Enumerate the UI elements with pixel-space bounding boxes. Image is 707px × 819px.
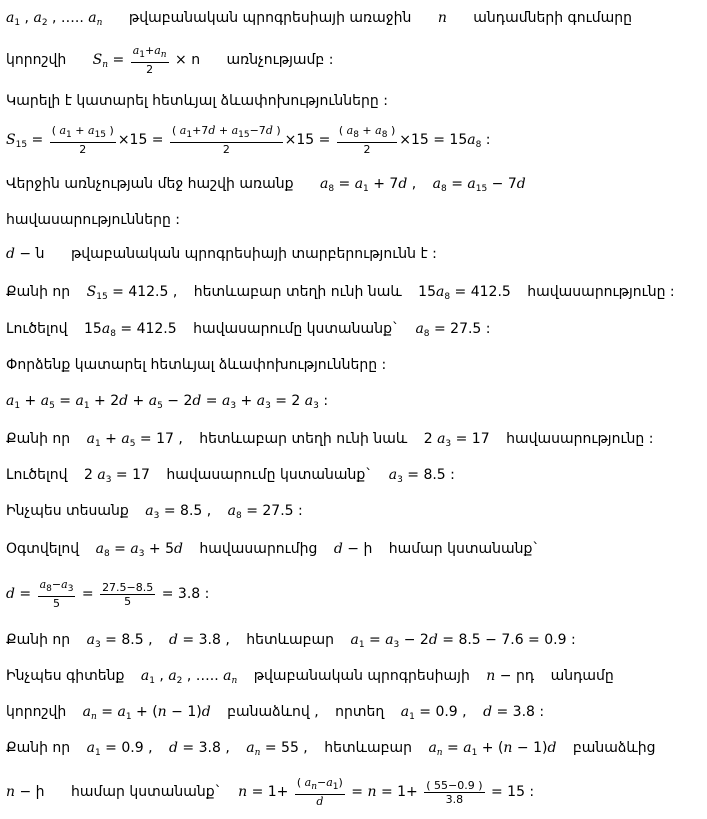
fraction: $\frac{( a_1 + a_{15} )}{2}$ [51, 124, 114, 156]
line-11: $a_1 + a_5 = a_1 + 2d + a_5 - 2d = a_3 + a_3 = 2$ $a_3$ : [6, 393, 329, 411]
value-a1: 0.9 [435, 704, 458, 720]
value-a8: 27.5 [450, 321, 482, 337]
text-15b: հավասարումից [199, 541, 318, 557]
line-6 [6, 212, 703, 228]
text-18b: թվաբանական պրոգրեսիայի [253, 668, 470, 684]
text-5: Վերջին առնչության մեջ հաշվի առանք [6, 176, 294, 192]
line-1: $a_1$ , $a_2$ , ….. $a_n$ թվաբանական պրոգրեսիայի առաջին n անդամների գումարը [6, 10, 632, 28]
line-12: Քանի որ $a_1 + a_5 = 17$ , հետևաբար տեղի ունի նաև 2 $a_3 = 17$ հավասարությունը : [6, 431, 654, 449]
text-10: Փորձենք կատարել հետևյալ ձևափոխությունները : [6, 357, 387, 373]
line-20: Քանի որ $a_1 = 0.9$ , d = 3.8 , $a_n = 55$ , հետևաբար $a_n = a_1 + (n - 1)d$ բանաձևից [6, 740, 656, 758]
fraction: $\frac{( a_n-a_1)}{d}$ [296, 776, 343, 808]
line-19: կորոշվի $a_n = a_1 + (n - 1)d$ բանաձևով , որտեղ $a_1 = 0.9$ , d = 3.8 : [6, 704, 545, 722]
line-3 [6, 93, 703, 109]
text-18c: անդամը [550, 668, 614, 684]
value-an: 55 [281, 740, 299, 756]
text-14a: Ինչպես տեսանք [6, 503, 129, 519]
text-19c: որտեղ [335, 704, 385, 720]
text-17b: հետևաբար [246, 632, 334, 648]
text-7: թվաբանական պրոգրեսիայի տարբերությունն է : [70, 246, 437, 262]
text-1b: անդամների գումարը [473, 10, 632, 26]
value-a1a5: 17 [156, 431, 174, 447]
text-15a: Օգտվելով [6, 541, 80, 557]
text-19b: բանաձևով , [227, 704, 319, 720]
text-13b: հավասարումը կստանանք` [166, 467, 373, 483]
text-20b: հետևաբար [324, 740, 412, 756]
line-4-formula: $S_{15}$ = $\frac{( a_1 + a_{15} )}{2}$ ×15 = $\frac{( a_1+7d + a_{15}-7d )}{2}$ ×15 = $\frac{( a_8 + a_8 )}{2}$ $\times 15 = 15a_8$ : [6, 124, 491, 156]
text-8a: Քանի որ [6, 284, 71, 300]
value-s15: 412.5 [136, 321, 177, 337]
text-19a: կորոշվի [6, 704, 67, 720]
line-16: d = $\frac{a_8-a_3}{5}$ = $\frac{27.5-8.5}{5}$ = 3.8 : [6, 578, 210, 610]
value-d: 3.8 [512, 704, 535, 720]
value-n: 15 [507, 784, 525, 800]
value-d: 3.8 [198, 740, 221, 756]
value-a3: 8.5 [180, 503, 203, 519]
text-2b: առնչությամբ : [226, 52, 334, 68]
text-21a: համար կստանանք` [71, 784, 222, 800]
line-7: d − ն թվաբանական պրոգրեսիայի տարբերությունն է : [6, 246, 437, 262]
text-12a: Քանի որ [6, 431, 71, 447]
line-9: Լուծելով $15a_8 = 412.5$ հավասարումը կստանանք` $a_8 = 27.5$ : [6, 321, 491, 339]
value-step: 8.5 − 7.6 = 0.9 [458, 632, 567, 648]
text-17a: Քանի որ [6, 632, 71, 648]
text-12c: հավասարությունը : [506, 431, 654, 447]
line-2: կորոշվի $S_n$ = $\frac{a_1+a_n}{2}$ × n առնչությամբ : [6, 44, 334, 76]
text-3: Կարելի է կատարել հետևյալ ձևափոխությունները : [6, 93, 388, 109]
text-8b: հետևաբար տեղի ունի նաև [193, 284, 402, 300]
text-15c: համար կստանանք` [388, 541, 540, 557]
value-a1a5: 17 [471, 431, 490, 447]
fraction: $\frac{a_8-a_3}{5}$ [39, 578, 74, 610]
text-18a: Ինչպես գիտենք [6, 668, 125, 684]
line-13: Լուծելով 2 $a_3 = 17$ հավասարումը կստանանք` $a_3 = 8.5$ : [6, 467, 455, 485]
line-21: n − ի համար կստանանք` n = 1+ $\frac{( a_n-a_1)}{d}$ = n = 1+ $\frac{( 55-0.9 )}{3.8}$ = 15 : [6, 776, 535, 808]
text-8c: հավասարությունը : [527, 284, 675, 300]
fraction: $\frac{27.5-8.5}{5}$ [102, 580, 154, 608]
text-20a: Քանի որ [6, 740, 71, 756]
line-17: Քանի որ $a_3 = 8.5$ , d = 3.8 , հետևաբար $a_1 = a_3 - 2d = 8.5 - 7.6 = 0.9$ : [6, 632, 576, 650]
value-a8: 27.5 [262, 503, 294, 519]
line-10 [6, 357, 703, 373]
value-a3: 8.5 [423, 467, 446, 483]
text-9b: հավասարումը կստանանք` [193, 321, 399, 337]
text-20c: բանաձևից [572, 740, 656, 756]
text-1a: թվաբանական պրոգրեսիայի առաջին [128, 10, 412, 26]
value-a1: 0.9 [121, 740, 144, 756]
fraction: $\frac{a_1+a_n}{2}$ [132, 44, 167, 76]
value-d: 3.8 [198, 632, 221, 648]
fraction: $\frac{( a_1+7d + a_{15}-7d )}{2}$ [172, 124, 281, 156]
value-s15: 412.5 [128, 284, 169, 300]
text-12b: հետևաբար տեղի ունի նաև [199, 431, 408, 447]
value-a3: 8.5 [121, 632, 144, 648]
text-13a: Լուծելով [6, 467, 68, 483]
line-14: Ինչպես տեսանք $a_3 = 8.5$ , $a_8 = 27.5$ : [6, 503, 303, 521]
line-8: Քանի որ $S_{15} = 412.5$ , հետևաբար տեղի ունի նաև $15a_8 = 412.5$ հավասարությունը : [6, 284, 675, 302]
line-5: Վերջին առնչության մեջ հաշվի առանք $a_8 = a_1 + 7d$ , $a_8 = a_{15} - 7d$ [6, 176, 526, 194]
text-9a: Լուծելով [6, 321, 68, 337]
fraction: $\frac{( 55-0.9 )}{3.8}$ [426, 778, 483, 806]
fraction: $\frac{( a_8 + a_8 )}{2}$ [338, 124, 396, 156]
value-d: 3.8 [177, 586, 201, 602]
line-15: Օգտվելով $a_8 = a_3 + 5d$ հավասարումից d − ի համար կստանանք` [6, 541, 540, 559]
value-a1a5: 17 [132, 467, 150, 483]
text-6: հավասարությունները : [6, 212, 180, 228]
text-2a: կորոշվի [6, 52, 67, 68]
value-s15: 412.5 [470, 284, 511, 300]
line-18: Ինչպես գիտենք $a_1$ , $a_2$ , ….. $a_n$ թվաբանական պրոգրեսիայի n − րդ անդամը [6, 668, 614, 686]
